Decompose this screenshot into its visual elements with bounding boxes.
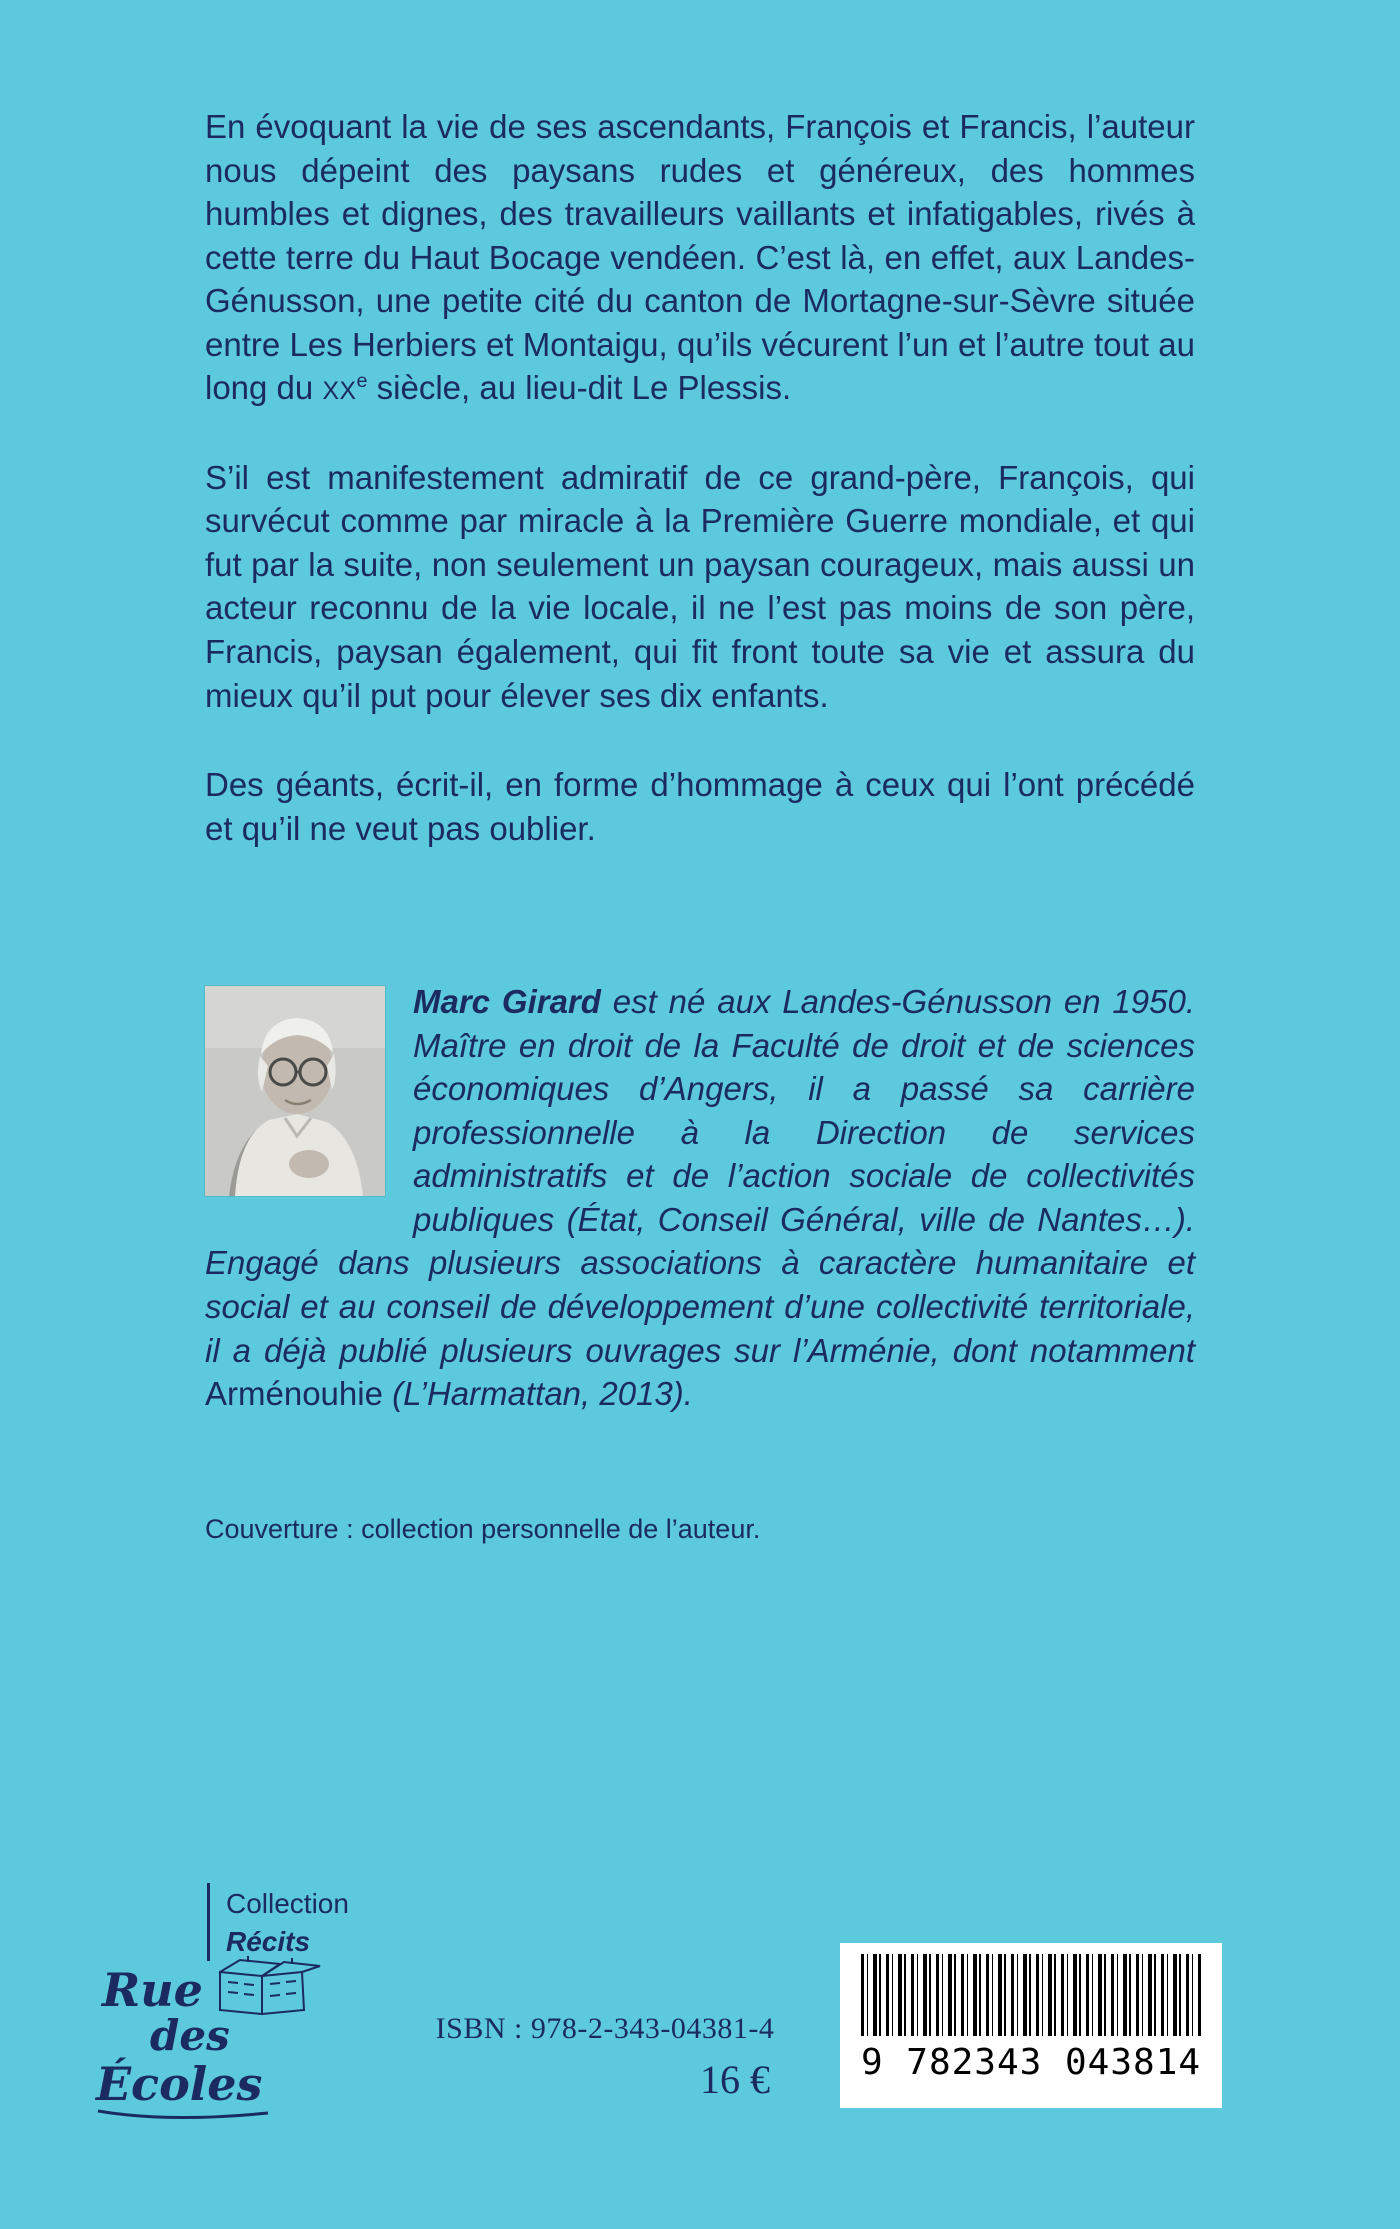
logo-underline — [98, 2111, 268, 2118]
bio-text: (L’Harmattan, 2013). — [382, 1375, 693, 1413]
back-cover-text-block — [205, 105, 1195, 1593]
century-smallcaps: XX — [322, 378, 357, 406]
price-text: 16 € — [700, 2057, 770, 2102]
isbn-text: ISBN : 978-2-343-04381-4 — [435, 2012, 775, 2045]
author-photo — [205, 986, 385, 1196]
paragraph-text: En évoquant la vie de ses ascendants, François et Francis, l’auteur nous dépeint des paysans rudes et généreux, des hommes humbles et dignes, des travailleurs vaillants et infatigables, rivés à cette terre du Haut Bocage vendéen. C’est là, en effet, aux Landes-Génusson, une petite cité du canton de Mortagne-sur-Sèvre située entre Les Herbiers et Montaigu, qu’ils vécurent l’un et l’autre tout au long du — [205, 108, 1195, 407]
barcode-number: 9 782343 043814 — [860, 2042, 1202, 2083]
publisher-word-rue: Rue — [102, 1963, 203, 2017]
author-name: Marc Girard — [413, 983, 601, 1021]
synopsis-paragraph-1 — [205, 105, 1195, 410]
collection-name: Récits — [226, 1925, 311, 1957]
barcode-bars-icon — [861, 1954, 1201, 2036]
barcode — [840, 1943, 1222, 2108]
publisher-word-ecoles: Écoles — [96, 2057, 263, 2111]
buildings-sketch-icon — [220, 1956, 320, 2014]
book-title: Arménouhie — [205, 1375, 383, 1413]
publisher-logo — [92, 1948, 348, 2120]
century-superscript: e — [356, 370, 368, 393]
synopsis-paragraph-3: Des géants, écrit-il, en forme d’hommage à ceux qui l’ont précédé et qu’il ne veut pas oublier. — [205, 766, 1195, 847]
collection-label: Collection — [226, 1888, 349, 1919]
cover-credit: Couverture : collection personnelle de l’auteur. — [205, 1513, 761, 1544]
synopsis-paragraph-2: S’il est manifestement admiratif de ce grand-père, François, qui survécut comme par miracle à la Première Guerre mondiale, et qui fut par la suite, non seulement un paysan courageux, mais aussi un acteur reconnu de la vie locale, il ne l’est pas moins de son père, Francis, paysan également, qui fit front toute sa vie et assura du mieux qu’il put pour élever ses dix enfants. — [205, 458, 1195, 714]
publisher-word-des: des — [150, 2011, 230, 2060]
paragraph-text: siècle, au lieu-dit Le Plessis. — [367, 369, 792, 407]
author-bio — [205, 980, 1195, 1415]
bio-text: est né aux Landes-Génusson en 1950. Maître en droit de la Faculté de droit et de sciences économiques d’Angers, il a passé sa carrière professionnelle à la Direction de services administratifs et de l’action sociale de collectivités publiques (État, Conseil Général, ville de Nantes…). Engagé dans plusieurs associations à caractère humanitaire et social et au conseil de développement d’une collectivité territoriale, il a déjà publié plusieurs ouvrages sur l’Arménie, dont notamment — [205, 983, 1195, 1369]
